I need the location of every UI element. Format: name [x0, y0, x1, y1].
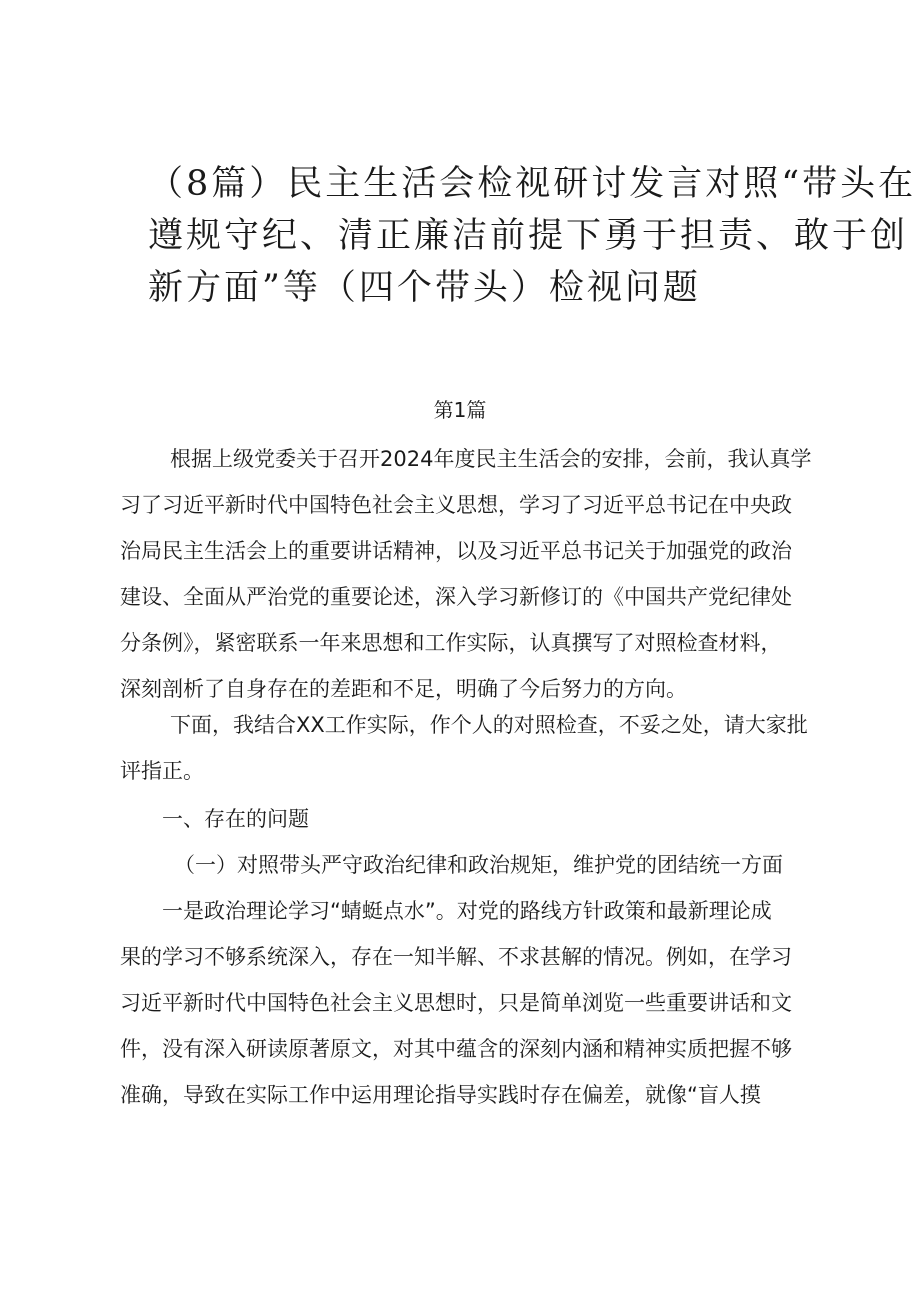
subheading-political-discipline: （一）对照带头严守政治纪律和政治规矩，维护党的团结统一方面 — [174, 853, 783, 877]
paragraph-line: 一是政治理论学习“蜻蜓点水”。对党的路线方针政策和最新理论成 — [162, 899, 772, 923]
title-line-2: 遵规守纪、清正廉洁前提下勇于担责、敢于创 — [148, 216, 909, 256]
paragraph-line: 深刻剖析了自身存在的差距和不足，明确了今后努力的方向。 — [120, 677, 687, 701]
section-heading — [120, 796, 810, 842]
document-title — [148, 158, 917, 314]
section-label: 第1篇 — [433, 398, 487, 422]
paragraph-line: 件，没有深入研读原著原文，对其中蕴含的深刻内涵和精神实质把握不够 — [120, 1037, 792, 1061]
heading-existing-problems: 一、存在的问题 — [162, 807, 309, 831]
paragraph-followup — [120, 702, 810, 794]
title-line-3: 新方面”等（四个带头）检视问题 — [148, 268, 701, 308]
paragraph-line: 根据上级党委关于召开2024年度民主生活会的安排，会前，我认真学 — [170, 447, 812, 471]
paragraph-line: 下面，我结合XX工作实际，作个人的对照检查，不妥之处，请大家批 — [170, 713, 808, 737]
paragraph-line: 治局民主生活会上的重要讲话精神，以及习近平总书记关于加强党的政治 — [120, 539, 792, 563]
paragraph-line: 评指正。 — [120, 759, 204, 783]
paragraph-line: 准确，导致在实际工作中运用理论指导实践时存在偏差，就像“盲人摸 — [120, 1083, 761, 1107]
paragraph-line: 建设、全面从严治党的重要论述，深入学习新修订的《中国共产党纪律处 — [120, 585, 792, 609]
paragraph-line: 分条例》，紧密联系一年来思想和工作实际，认真撰写了对照检查材料， — [120, 631, 782, 655]
paragraph-problem-1 — [120, 842, 810, 1118]
title-line-1: （8篇）民主生活会检视研讨发言对照“带头在 — [148, 164, 917, 204]
paragraph-intro — [120, 436, 810, 712]
paragraph-line: 习了习近平新时代中国特色社会主义思想，学习了习近平总书记在中央政 — [120, 493, 792, 517]
paragraph-line: 习近平新时代中国特色社会主义思想时，只是简单浏览一些重要讲话和文 — [120, 991, 792, 1015]
paragraph-line: 果的学习不够系统深入，存在一知半解、不求甚解的情况。例如，在学习 — [120, 945, 792, 969]
